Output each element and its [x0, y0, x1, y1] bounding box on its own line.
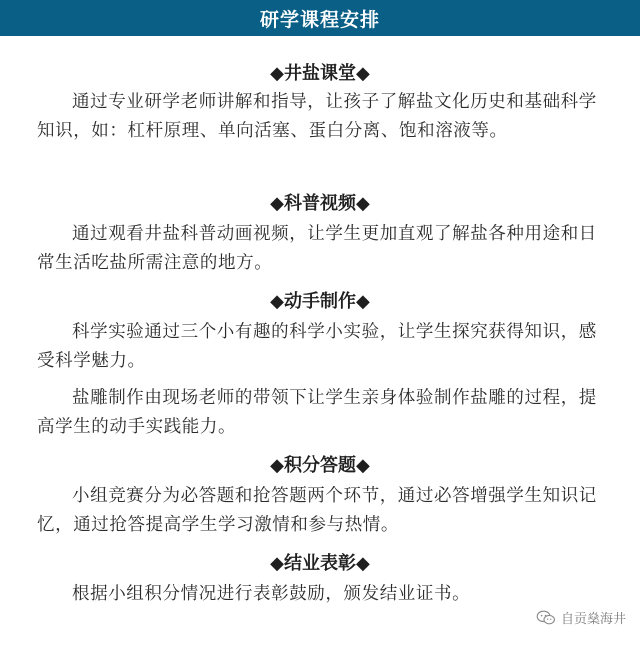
- wechat-icon: [536, 610, 556, 626]
- watermark-text: 自贡燊海井: [560, 612, 626, 627]
- section-paragraph: 根据小组积分情况进行表彰鼓励，颁发结业证书。: [72, 584, 471, 604]
- section-paragraph: 盐雕制作由现场老师的带领下让学生亲身体验制作盐雕的过程，提高学生的动手实践能力。: [37, 388, 597, 437]
- watermark: [536, 608, 626, 627]
- section-paragraph: 通过专业研学老师讲解和指导，让孩子了解盐文化历史和基础科学知识，如：杠杆原理、单向活塞、蛋白分离、饱和溶液等。: [37, 92, 597, 141]
- section-title-jingyan-ketang: ◆井盐课堂◆: [270, 63, 370, 84]
- section-paragraph: 科学实验通过三个小有趣的科学小实验，让学生探究获得知识，感受科学魅力。: [37, 322, 597, 371]
- section-title-jieye-biaozhang: ◆结业表彰◆: [270, 553, 370, 574]
- section-title-dongshou-zhizuo: ◆动手制作◆: [270, 291, 370, 312]
- section-paragraph: 小组竞赛分为必答题和抢答题两个环节，通过必答增强学生知识记忆，通过抢答提高学生学习激情和参与热情。: [37, 486, 597, 535]
- page-title: 研学课程安排: [259, 8, 380, 31]
- section-paragraph: 通过观看井盐科普动画视频，让学生更加直观了解盐各种用途和日常生活吃盐所需注意的地方。: [37, 224, 597, 273]
- section-title-kepu-shipin: ◆科普视频◆: [270, 193, 370, 214]
- header-bar: [0, 0, 640, 36]
- section-title-jifen-dati: ◆积分答题◆: [270, 455, 370, 476]
